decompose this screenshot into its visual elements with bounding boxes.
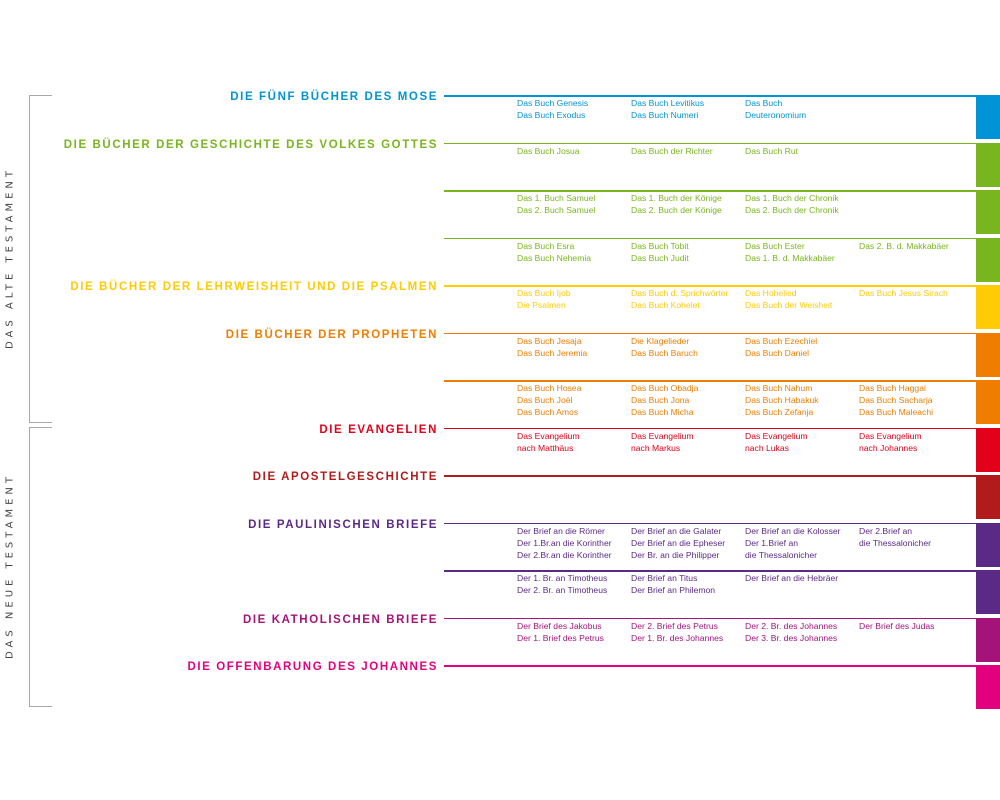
book-cell [631, 192, 722, 216]
book-name: Der Brief an die Hebräer [745, 573, 839, 583]
book-cell [631, 287, 728, 311]
book-name: Das Buch Kohelet [631, 300, 700, 310]
book-cell [631, 430, 694, 454]
book-name: Der Br. an die Philipper [631, 549, 720, 560]
book-name: Das Buch Habakuk [745, 395, 819, 405]
group-title: DIE BÜCHER DER GESCHICHTE DES VOLKES GOTTES [63, 138, 438, 151]
book-name: Der 3. Br. des Johannes [745, 632, 838, 643]
group-title: DIE APOSTELGESCHICHTE [252, 471, 438, 483]
old-testament-bracket [29, 95, 52, 423]
group-divider-line [444, 475, 999, 477]
book-name: Der Brief an die Kolosser [745, 525, 841, 536]
book-name: Das Buch Zefanja [745, 407, 814, 417]
group-title: DIE FÜNF BÜCHER DES MOSE [230, 91, 438, 103]
book-name: Das Evangelium [631, 430, 694, 441]
group-title: DIE KATHOLISCHEN BRIEFE [242, 613, 438, 626]
book-name: Das Buch Maleachi [859, 407, 934, 417]
book-name: Das 1. Buch der Chronik [745, 193, 839, 203]
book-name: Der 2.Br.an die Korinther [517, 549, 612, 560]
book-cell [745, 430, 808, 454]
group-divider-line [444, 665, 999, 667]
book-name: Das Buch Micha [631, 407, 694, 417]
new-testament-bracket [29, 427, 52, 707]
book-name: Das Buch Rut [745, 145, 799, 156]
book-cell [631, 97, 704, 121]
book-name: Der Brief an Philemon [631, 585, 716, 595]
book-name: Der 2.Brief an [859, 525, 913, 536]
book-name: Das Buch Jona [631, 395, 690, 405]
book-cell [859, 382, 933, 418]
book-cell [745, 382, 819, 418]
book-name: nach Lukas [745, 442, 789, 453]
book-name: Das Buch Numeri [631, 110, 699, 120]
book-name: Das Buch Exodus [517, 110, 586, 120]
book-name: Das Buch Esra [517, 240, 575, 251]
book-name: Das Evangelium [745, 430, 808, 441]
group-color-bar [976, 95, 1000, 139]
book-cell [631, 620, 723, 644]
book-name: Das Buch Sacharja [859, 395, 933, 405]
book-cell [517, 525, 612, 561]
book-name: nach Johannes [859, 442, 918, 453]
book-cell [631, 240, 689, 264]
group-color-bar [976, 428, 1000, 472]
book-name: Das Buch Joël [517, 395, 573, 405]
book-name: Das Buch Ijob [517, 288, 571, 298]
book-name: Das Buch d. Sprichwörter [631, 288, 729, 298]
book-name: Das Evangelium [517, 430, 580, 441]
book-cell [517, 572, 607, 596]
book-cell [631, 525, 725, 561]
book-name: Das Buch Amos [517, 407, 579, 417]
new-testament-label: DAS NEUE TESTAMENT [4, 473, 16, 659]
book-name: Der 1. Br. des Johannes [631, 632, 724, 643]
book-cell [517, 240, 591, 264]
book-name: Das Buch Baruch [631, 347, 698, 358]
book-name: Das Buch der Richter [631, 145, 713, 156]
book-cell [745, 287, 832, 311]
book-name: Das Buch Ezechiel [745, 335, 818, 346]
book-name: Der Brief an die Galater [631, 525, 722, 536]
book-name: Das Buch Josua [517, 145, 580, 156]
old-testament-label: DAS ALTE TESTAMENT [4, 166, 16, 350]
group-title: DIE EVANGELIEN [319, 423, 438, 436]
group-color-bar [976, 570, 1000, 614]
book-name: Die Klagelieder [631, 335, 690, 346]
book-name: die Thessalonicher [859, 537, 931, 548]
book-name: Das Buch Jeremia [517, 347, 588, 358]
book-name: Der Brief des Judas [859, 620, 935, 631]
group-title: DIE OFFENBARUNG DES JOHANNES [187, 661, 438, 673]
book-cell [745, 620, 837, 644]
book-name: Der 2. Br. an Timotheus [517, 585, 608, 595]
group-title: DIE BÜCHER DER LEHRWEISHEIT UND DIE PSALMEN [70, 281, 438, 293]
book-name: Das Buch der Weisheit [745, 300, 833, 310]
group-color-bar [976, 143, 1000, 187]
group-color-bar [976, 665, 1000, 709]
book-cell [631, 335, 698, 359]
book-name: Das Evangelium [859, 430, 922, 441]
book-cell [745, 572, 838, 584]
book-name: Das Buch Haggai [859, 383, 926, 393]
book-name: Deuteronomium [745, 110, 807, 120]
group-color-bar [976, 475, 1000, 519]
book-name: Das Buch Judit [631, 252, 689, 263]
book-name: die Thessalonicher [745, 549, 817, 560]
book-cell [745, 240, 835, 264]
book-name: Das Buch Obadja [631, 383, 699, 393]
group-color-bar [976, 523, 1000, 567]
book-name: Der 1.Br.an die Korinther [517, 537, 612, 548]
book-cell [745, 145, 798, 157]
book-cell [517, 192, 595, 216]
book-cell [631, 145, 713, 157]
book-name: Der Brief an Titus [631, 573, 698, 583]
book-name: Das Buch Genesis [517, 98, 589, 108]
group-color-bar [976, 380, 1000, 424]
group-color-bar [976, 285, 1000, 329]
book-name: Das Buch Jesus Sirach [859, 288, 948, 298]
book-name: nach Matthäus [517, 442, 574, 453]
book-name: Die Psalmen [517, 300, 566, 310]
book-name: Das Buch Jesaja [517, 335, 582, 346]
book-name: Das Buch Daniel [745, 347, 810, 358]
book-name: Der Brief an die Römer [517, 525, 605, 536]
book-cell [745, 192, 839, 216]
book-cell [517, 145, 580, 157]
group-color-bar [976, 618, 1000, 662]
book-name: Das 2. B. d. Makkabäer [859, 240, 949, 251]
book-name: Der Brief des Jakobus [517, 620, 602, 631]
book-name: Das 1. B. d. Makkabäer [745, 252, 835, 263]
book-name: Das 2. Buch Samuel [517, 205, 596, 215]
book-name: Das Buch Levitikus [631, 98, 705, 108]
book-name: Das 1. Buch der Könige [631, 193, 722, 203]
book-name: Der 1. Br. an Timotheus [517, 573, 608, 583]
book-cell [517, 97, 588, 121]
book-name: Der Brief an die Epheser [631, 537, 726, 548]
book-cell [859, 525, 931, 549]
book-cell [631, 382, 698, 418]
book-name: Das Buch [745, 98, 783, 108]
book-cell [859, 240, 949, 252]
book-cell [859, 620, 934, 632]
book-name: Das Buch Nehemia [517, 252, 592, 263]
book-cell [745, 335, 817, 359]
group-color-bar [976, 333, 1000, 377]
book-name: Der 1. Brief des Petrus [517, 632, 604, 643]
book-cell [517, 382, 582, 418]
book-name: Das Buch Hosea [517, 383, 582, 393]
group-title: DIE PAULINISCHEN BRIEFE [248, 518, 438, 531]
book-cell [517, 335, 587, 359]
book-name: Der 2. Br. des Johannes [745, 620, 838, 631]
group-color-bar [976, 238, 1000, 282]
book-name: Das Buch Nahum [745, 383, 813, 393]
book-cell [517, 430, 580, 454]
group-title: DIE BÜCHER DER PROPHETEN [225, 328, 438, 341]
book-cell [859, 430, 922, 454]
book-name: Das 2. Buch der Chronik [745, 205, 839, 215]
book-cell [631, 572, 715, 596]
book-cell [745, 97, 806, 121]
book-name: Der 1.Brief an [745, 537, 799, 548]
group-color-bar [976, 190, 1000, 234]
book-name: Das 2. Buch der Könige [631, 205, 722, 215]
book-name: nach Markus [631, 442, 681, 453]
book-cell [745, 525, 841, 561]
book-cell [517, 287, 571, 311]
book-cell [859, 287, 948, 299]
book-name: Das 1. Buch Samuel [517, 193, 596, 203]
book-name: Der 2. Brief des Petrus [631, 620, 718, 631]
book-name: Das Buch Ester [745, 240, 805, 251]
book-name: Das Buch Tobit [631, 240, 689, 251]
book-name: Das Hohelied [745, 288, 797, 298]
book-cell [517, 620, 604, 644]
